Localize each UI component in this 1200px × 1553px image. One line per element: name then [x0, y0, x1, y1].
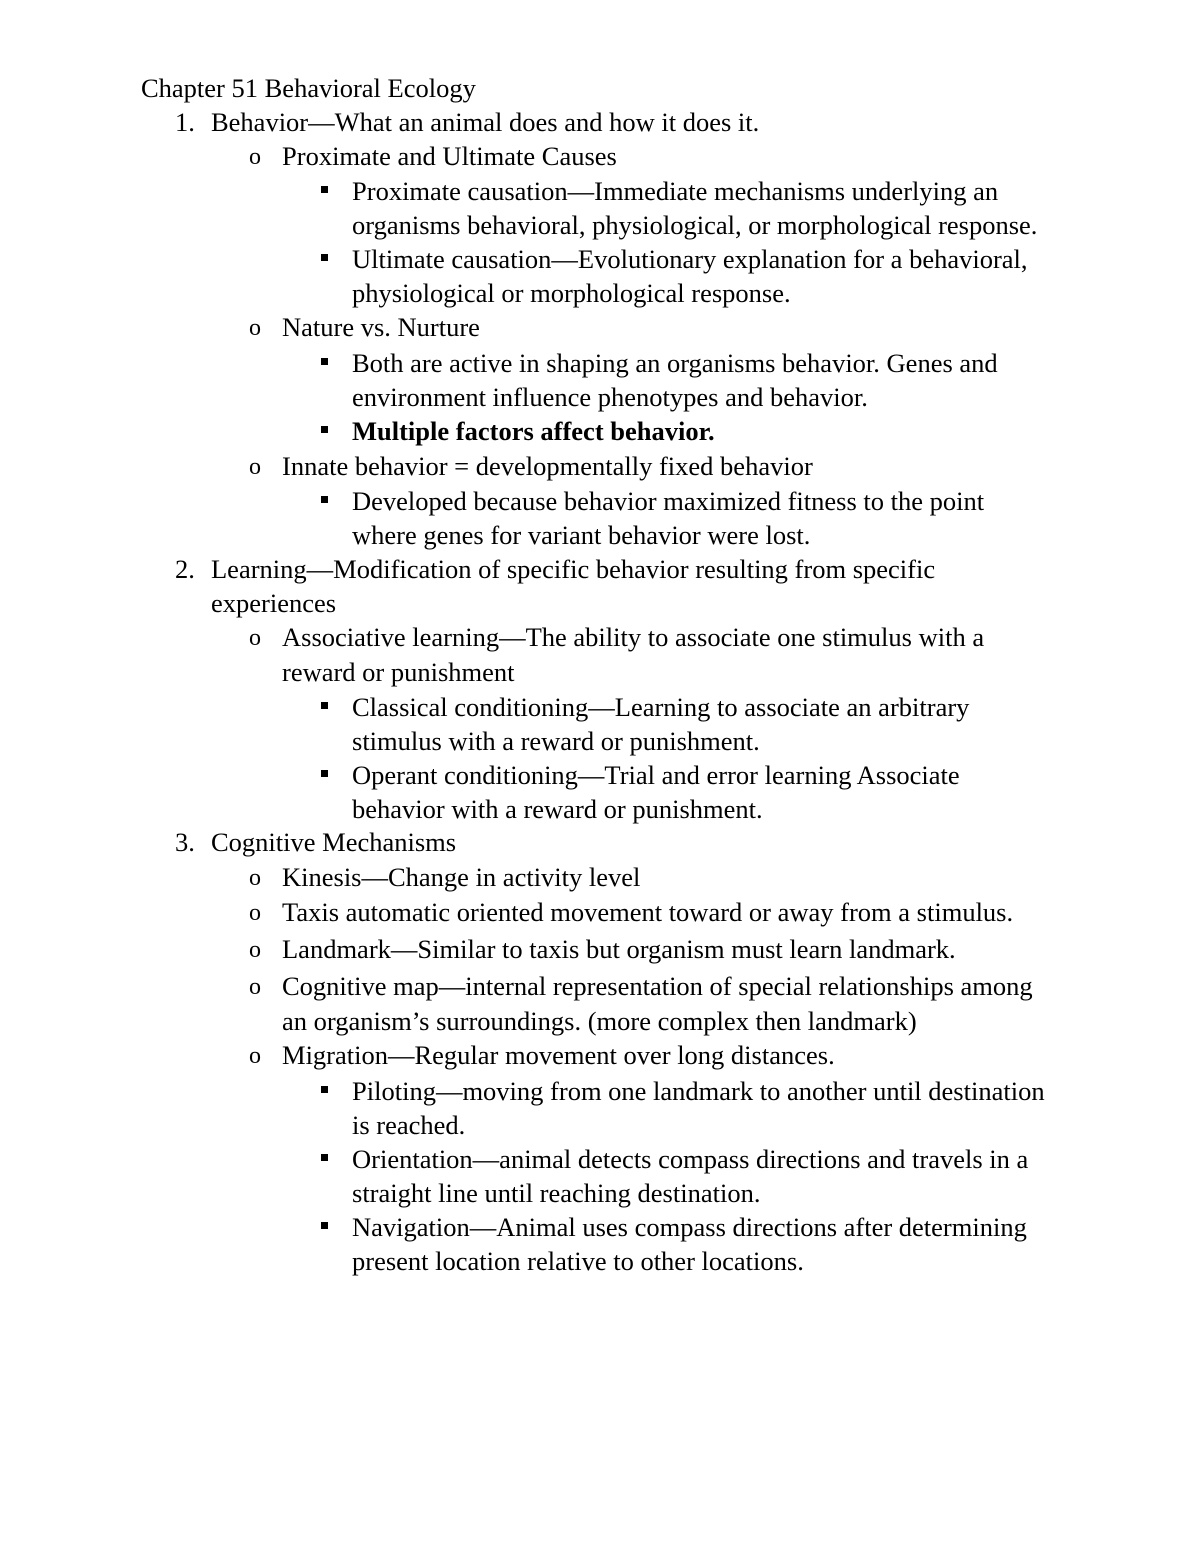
section-heading: Behavior—What an animal does and how it does it.: [211, 107, 760, 137]
section-number: 1.: [175, 107, 195, 137]
circle-bullet-icon: o: [249, 937, 261, 963]
list-item: Associative learning—The ability to associate one stimulus with a: [282, 622, 985, 652]
list-item: Nature vs. Nurture: [282, 312, 480, 342]
list-item: Operant conditioning—Trial and error learning Associate: [352, 760, 960, 790]
square-bullet-icon: [321, 702, 328, 709]
square-bullet-icon: [321, 186, 328, 193]
list-item-continuation: physiological or morphological response.: [352, 278, 791, 308]
list-item: Migration—Regular movement over long distances.: [282, 1040, 835, 1070]
list-item-continuation: present location relative to other locations.: [352, 1246, 804, 1276]
circle-bullet-icon: o: [249, 454, 261, 480]
list-item-continuation: straight line until reaching destination.: [352, 1178, 761, 1208]
section-number: 2.: [175, 554, 195, 584]
circle-bullet-icon: o: [249, 625, 261, 651]
circle-bullet-icon: o: [249, 865, 261, 891]
list-item-continuation: stimulus with a reward or punishment.: [352, 726, 760, 756]
circle-bullet-icon: o: [249, 144, 261, 170]
list-item-continuation: behavior with a reward or punishment.: [352, 794, 763, 824]
list-item: Innate behavior = developmentally fixed behavior: [282, 451, 813, 481]
list-item: Piloting—moving from one landmark to another until destination: [352, 1076, 1045, 1106]
list-item-continuation: organisms behavioral, physiological, or morphological response.: [352, 210, 1038, 240]
list-item: Proximate and Ultimate Causes: [282, 141, 617, 171]
list-item-continuation: where genes for variant behavior were lost.: [352, 520, 811, 550]
circle-bullet-icon: o: [249, 1043, 261, 1069]
list-item: Taxis automatic oriented movement toward or away from a stimulus.: [282, 897, 1014, 927]
square-bullet-icon: [321, 426, 328, 433]
list-item: Both are active in shaping an organisms behavior. Genes and: [352, 348, 998, 378]
square-bullet-icon: [321, 1154, 328, 1161]
list-item: Proximate causation—Immediate mechanisms underlying an: [352, 176, 999, 206]
section-heading: Cognitive Mechanisms: [211, 827, 457, 857]
circle-bullet-icon: o: [249, 315, 261, 341]
list-item: Navigation—Animal uses compass directions after determining: [352, 1212, 1027, 1242]
list-item: Kinesis—Change in activity level: [282, 862, 641, 892]
section-number: 3.: [175, 827, 195, 857]
list-item-continuation: an organism’s surroundings. (more complex then landmark): [282, 1006, 917, 1036]
list-item-emphasis: Multiple factors affect behavior.: [352, 416, 715, 446]
square-bullet-icon: [321, 254, 328, 261]
section-heading: Learning—Modification of specific behavior resulting from specific: [211, 554, 936, 584]
circle-bullet-icon: o: [249, 900, 261, 926]
list-item: Landmark—Similar to taxis but organism must learn landmark.: [282, 934, 956, 964]
list-item: Orientation—animal detects compass directions and travels in a: [352, 1144, 1029, 1174]
square-bullet-icon: [321, 770, 328, 777]
square-bullet-icon: [321, 1222, 328, 1229]
square-bullet-icon: [321, 358, 328, 365]
list-item: Ultimate causation—Evolutionary explanation for a behavioral,: [352, 244, 1028, 274]
square-bullet-icon: [321, 1086, 328, 1093]
list-item: Developed because behavior maximized fitness to the point: [352, 486, 985, 516]
list-item-continuation: reward or punishment: [282, 657, 515, 687]
circle-bullet-icon: o: [249, 974, 261, 1000]
section-heading-continuation: experiences: [211, 588, 337, 618]
list-item: Cognitive map—internal representation of special relationships among: [282, 971, 1033, 1001]
list-item-continuation: environment influence phenotypes and behavior.: [352, 382, 868, 412]
page-title: Chapter 51 Behavioral Ecology: [141, 73, 476, 103]
square-bullet-icon: [321, 496, 328, 503]
list-item-continuation: is reached.: [352, 1110, 466, 1140]
list-item: Classical conditioning—Learning to associate an arbitrary: [352, 692, 970, 722]
